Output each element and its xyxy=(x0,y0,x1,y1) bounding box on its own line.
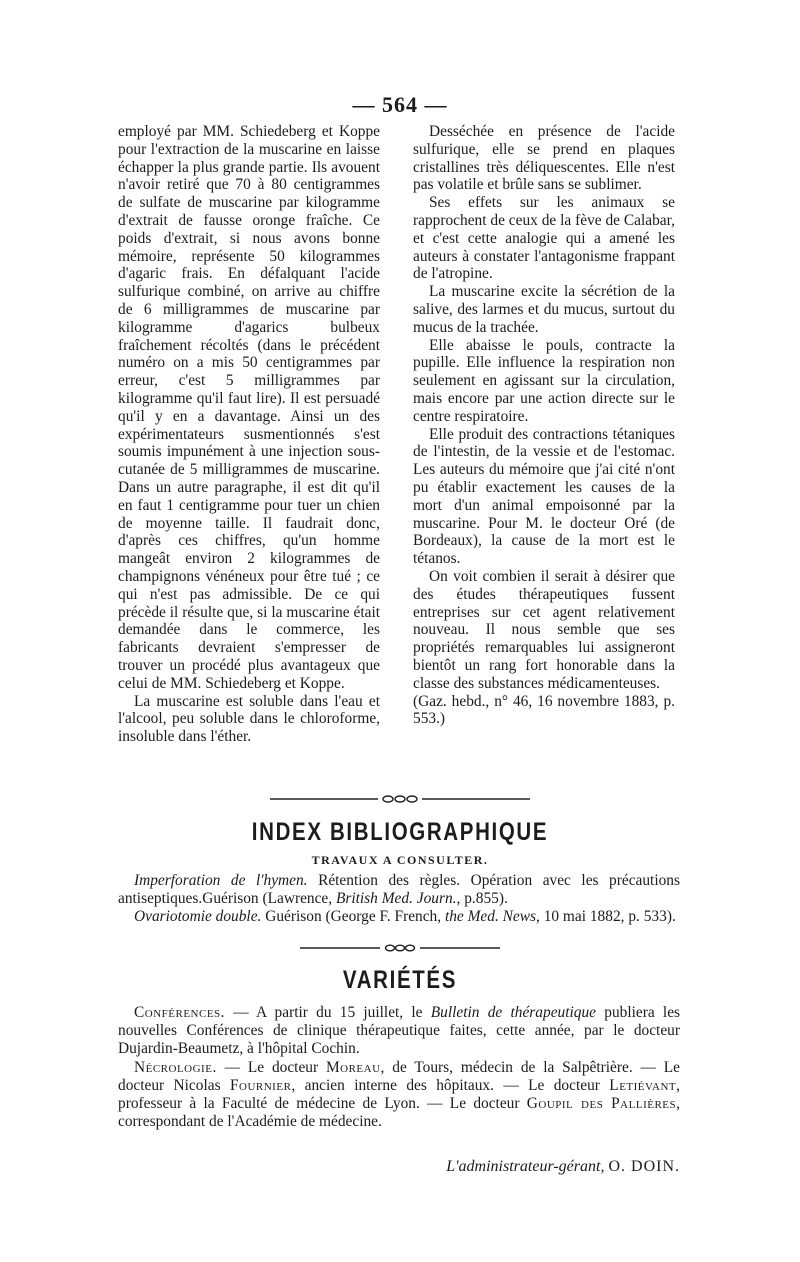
necrologie-text-d: , professeur à la Faculté de médecine de Lyon. — Le docteur xyxy=(118,1076,681,1113)
ornamental-divider-2 xyxy=(300,944,500,952)
conferences-text-a: — A partir du 15 juillet, le xyxy=(225,1004,431,1021)
necrologie-paragraph xyxy=(118,1059,680,1132)
biblio-entry-2-end: , 10 mai 1882, p. 533). xyxy=(536,908,676,926)
necrologie-text-e: , correspondant de l'Académie de médecine. xyxy=(118,1095,680,1131)
biblio-entry-2-source: the Med. News xyxy=(444,908,536,926)
citation-reference: (Gaz. hebd., n° 46, 16 novembre 1883, p. 553.) xyxy=(413,692,675,728)
right-paragraph-2: Ses effets sur les animaux se rapprochent de ceux de la fève de Calabar, et c'est cette analogie qui a amené les auteurs à constater l'antagonisme frappant de l'atropine. xyxy=(413,194,675,283)
necrologie-text-c: , ancien interne des hôpitaux. — Le docteur xyxy=(291,1076,610,1094)
left-paragraph-2: La muscarine est soluble dans l'eau et l'alcool, peu soluble dans le chloroforme, insoluble dans l'éther. xyxy=(118,692,380,746)
necrologie-label: Nécrologie. xyxy=(134,1058,217,1076)
necrologie-name-4: Goupil des Pallières xyxy=(526,1095,677,1113)
right-paragraph-4: Elle abaisse le pouls, contracte la pupille. Elle influence la respiration non seulement en agissant sur la circulation, mais encore par une action directe sur le centre respiratoire. xyxy=(413,336,675,425)
biblio-entry-1-end: , p.855). xyxy=(456,890,508,908)
bulletin-title: Bulletin de thérapeutique xyxy=(430,1004,596,1021)
right-paragraph-6: On voit combien il serait à désirer que des études thérapeutiques fussent entreprises sur cet agent relativement nouveau. Il nous semble que ses propriétés remarquables lui assigneront bientôt un rang fort honorable dans la classe des substances médicamenteuses. xyxy=(413,567,675,692)
necrologie-name-1: Moreau xyxy=(325,1058,381,1076)
necrologie-text-a: — Le docteur xyxy=(216,1058,326,1076)
necrologie-text-b: , de Tours, médecin de la Salpêtrière. — Le docteur Nicolas xyxy=(118,1058,680,1094)
index-heading: INDEX BIBLIOGRAPHIQUE xyxy=(251,818,549,846)
conferences-text-b: publiera les nouvelles Conférences de clinique thérapeutique faites, cette année, par le docteur Dujardin-Beaumetz, à l'hôpital Cochin. xyxy=(118,1004,681,1058)
page-number: — 564 — xyxy=(352,92,448,117)
right-paragraph-1: Desséchée en présence de l'acide sulfurique, elle se prend en plaques cristallines très déliquescentes. Elle n'est pas volatile et brûle sans se sublimer. xyxy=(413,123,675,194)
necrologie-name-3: Letiévant xyxy=(609,1076,677,1094)
conferences-paragraph xyxy=(118,1004,680,1059)
necrologie-name-2: Fournier xyxy=(229,1076,292,1094)
varietes-heading: VARIÉTÉS xyxy=(342,966,458,994)
index-subheading: TRAVAUX A CONSULTER. xyxy=(311,853,489,867)
biblio-entry-2-title: Ovariotomie double. xyxy=(134,908,262,926)
biblio-entry-2 xyxy=(118,908,680,926)
left-paragraph-1: employé par MM. Schiedeberg et Koppe pour l'extraction de la muscarine en laisse échapper la plus grande partie. Ils avouent n'avoir retiré que 70 à 80 centigrammes de sulfate de muscarine par kilogramme d'extrait de fausse oronge fraîche. Ce poids d'extrait, si nous avons bonne mémoire, représente 50 kilogrammes d'agaric frais. En défalquant l'acide sulfurique combiné, on arrive au chiffre de 6 milligrammes de muscarine par kilogramme d'agarics bulbeux fraîchement récoltés (dans le précédent numéro on a mis 50 centigrammes par erreur, c'est 5 milligrammes par kilogramme qu'il faut lire). Il est persuadé qu'il y en a davantage. Ainsi un des expérimentateurs susmentionnés s'est soumis impunément à une injection sous-cutanée de 5 milligrammes de muscarine. Dans un autre paragraphe, il est dit qu'il en faut 1 centigramme pour tuer un chien de moyenne taille. Il faudrait donc, d'après ces chiffres, qu'un homme mangeât environ 2 kilogrammes de champignons vénéneux pour être tué ; ce qui n'est pas admissible. De ce qui précède il résulte que, si la muscarine était demandée dans le commerce, les fabricants devraient s'empresser de trouver un procédé plus avantageux que celui de MM. Schiedeberg et Koppe. xyxy=(118,123,380,692)
biblio-entry-2-text: Guérison (George F. French, xyxy=(261,908,445,926)
varietes-section xyxy=(118,1004,680,1131)
right-paragraph-3: La muscarine excite la sécrétion de la salive, des larmes et du mucus, surtout du mucus de la trachée. xyxy=(413,283,675,336)
right-paragraph-5: Elle produit des contractions tétaniques de l'intestin, de la vessie et de l'estomac. Les auteurs du mémoire que j'ai cité n'ont pu établir exactement les causes de la mort d'un animal empoisonné par la muscarine. Pour M. le docteur Oré (de Bordeaux), la cause de la mort est le tétanos. xyxy=(413,425,675,568)
biblio-entry-1 xyxy=(118,872,680,908)
signature-role: L'administrateur-gérant, xyxy=(446,1158,605,1175)
biblio-entry-1-title: Imperforation de l'hymen. xyxy=(134,872,308,889)
signature-name: O. DOIN. xyxy=(608,1158,680,1175)
publisher-signature xyxy=(118,1158,680,1176)
bibliography-entries xyxy=(118,872,680,927)
biblio-entry-1-source: British Med. Journ. xyxy=(335,890,457,908)
biblio-entry-1-text: Rétention des règles. Opération avec les précautions antiseptiques.Guérison (Lawrence, xyxy=(118,872,680,908)
ornamental-divider xyxy=(270,795,530,803)
left-column xyxy=(118,123,380,746)
right-column xyxy=(413,123,675,728)
conferences-label: Conférences. xyxy=(134,1004,226,1021)
